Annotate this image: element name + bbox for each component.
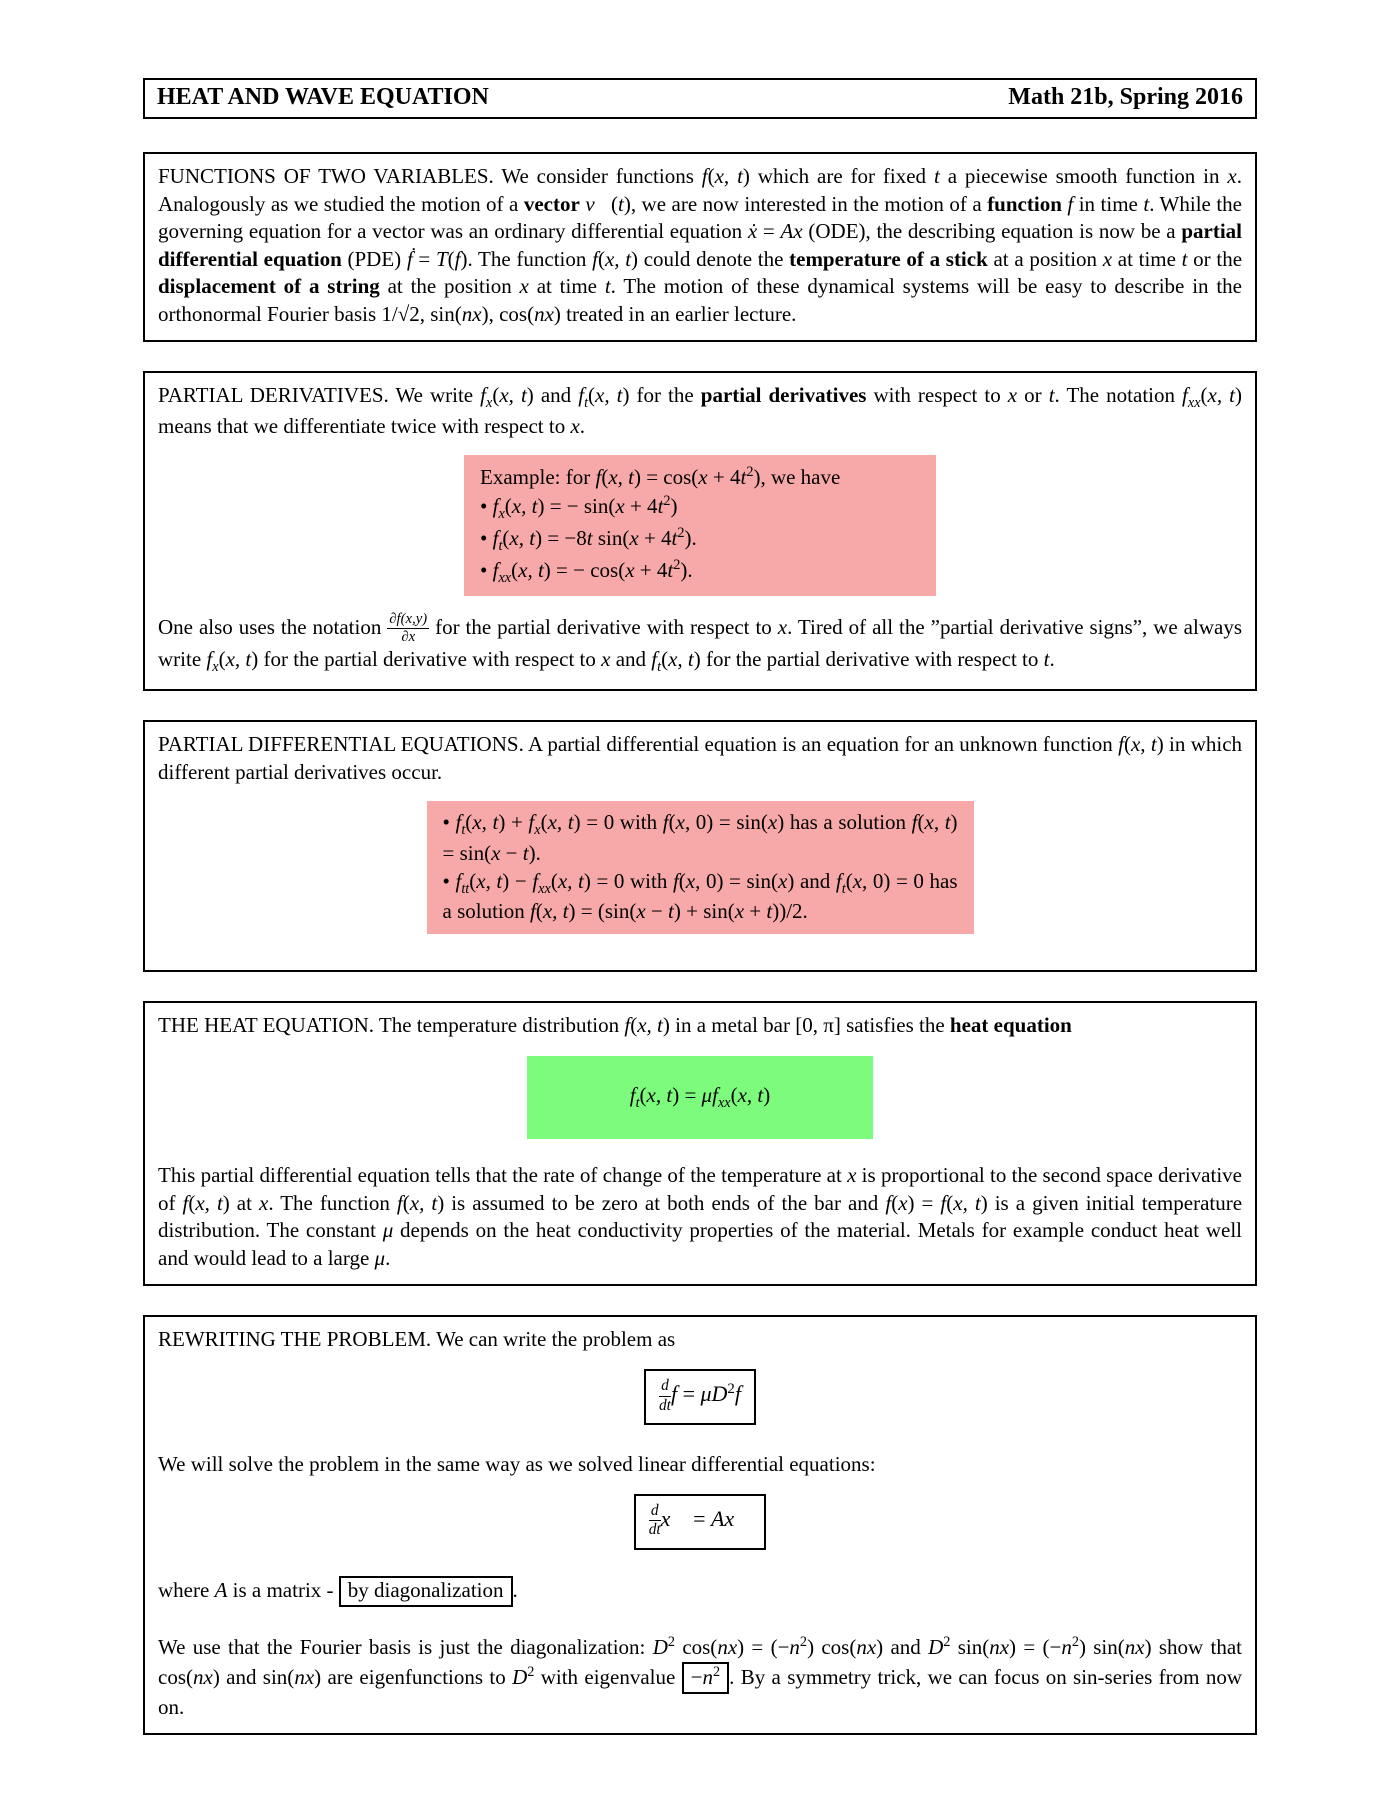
section-partial-derivatives (143, 371, 1257, 691)
heat-equation-formula: $f_t(x$, $t) = \mu f_{xx}(x$, t) (629, 1083, 771, 1112)
rewriting-mid: We will solve the problem in the same way as we solved linear differential equations: (158, 1452, 876, 1477)
example-item: • $f_x(x$, t) = − $\sin(x + 4t^2)$ (480, 492, 678, 523)
heat-body: This partial differential equation tells that the rate of change of the temperature at x is proportional to the second space derivative of f(x, t) at x. The function f(x, t) is assumed to be zero at both ends of the bar and f(x) = f(x, t) is a given initial temperature distribution. The constant μ depends on the heat conductivity properties of the material. Metals for example conduct heat well and would lead to a large μ. (158, 1163, 1243, 1270)
document-title: HEAT AND WAVE EQUATION (157, 84, 489, 110)
rewriting-intro: We can write the problem as (436, 1327, 676, 1352)
formula-line-2 (158, 1494, 1242, 1550)
partial-derivatives-outro: One also uses the notation $\frac{\partial f(x,y)}{\partial x}$ for the partial derivative with respect to x. Tired of all the ”partial derivative signs”, we always write $f_x(x$, t) for the partial derivative with respect to x and $f_t(x$, t) for the partial derivative with respect to t. (158, 610, 1242, 676)
formula-line-1 (158, 1369, 1242, 1425)
pdes-paragraph (158, 731, 1242, 786)
functions-paragraph (158, 163, 1242, 328)
section-functions-of-two-variables (143, 152, 1257, 342)
pdes-heading: PARTIAL DIFFERENTIAL EQUATIONS. (158, 732, 524, 757)
functions-body: We consider functions f(x, t) which are for fixed t a piecewise smooth function in x. Analogously as we studied the motion of a vector v⃗(t), we are now interested in the motion of a function f in time t. While the governing equation for a vector was an ordinary differential equation ẋ = Ax (ODE), the describing equation is now be a partial differential equation (PDE) ḟ = T(f). The function f(x, t) could denote the temperature of a stick at a position x at time t or the displacement of a string at the position x at time t. The motion of these dynamical systems will be easy to describe in the orthonormal Fourier basis 1/√2, sin(nx), cos(nx) treated in an earlier lecture. (158, 164, 1243, 326)
heat-equation-highlight (527, 1056, 873, 1139)
example-item: • $f_{xx}(x$, t) = − $\cos(x + 4t^2)$. (480, 556, 693, 586)
rewriting-where-line: where A is a matrix - by diagonalization . (158, 1576, 1242, 1607)
pdes-example-box (427, 801, 974, 934)
example-title: Example: for f(x, $t) = \cos(x + 4t^2)$, we have (480, 464, 841, 490)
rewriting-heading: REWRITING THE PROBLEM. (158, 1327, 432, 1352)
section-heat-equation (143, 1001, 1257, 1286)
partial-derivatives-paragraph (158, 382, 1242, 440)
section-partial-differential-equations (143, 720, 1257, 972)
course-label: Math 21b, Spring 2016 (1008, 84, 1243, 110)
formula-ddt-f: $\frac{d}{dt}$ $f = \mu D^2f$ (644, 1369, 756, 1425)
formula-ddt-x: $\frac{d}{dt}$ x⃗ = Ax⃗ (634, 1494, 767, 1550)
partial-derivatives-heading: PARTIAL DERIVATIVES. (158, 383, 389, 407)
pdes-intro: A partial differential equation is an equation for an unknown function f(x, t) in which different partial derivatives occur. (158, 732, 1243, 784)
heat-intro: The temperature distribution f(x, t) in a metal bar [0, π] satisfies the heat equation (378, 1012, 1072, 1037)
heat-paragraph (158, 1012, 1242, 1040)
example-item: • $f_t(x$, t) = −8t $\sin(x + 4t^2)$. (480, 524, 697, 554)
derivatives-example-box (464, 455, 936, 595)
pdes-example-item: • $f_t(x$, $t) + f_x(x$, t) = 0 with f(x, 0) = sin(x) has a solution f(x, t) = sin(x − t). (442, 810, 958, 866)
functions-heading: FUNCTIONS OF TWO VARIABLES. (158, 164, 494, 188)
heat-heading: THE HEAT EQUATION. (158, 1012, 374, 1037)
section-rewriting-the-problem (143, 1315, 1257, 1735)
rewriting-body: We use that the Fourier basis is just the diagonalization: $D^2$ $\cos(nx) = (-n^2)$ cos(nx) and $D^2$ $\sin(nx) = (-n^2)$ sin(nx) show that cos(nx) and sin(nx) are eigenfunctions to $D^2$ with eigenvalue $-n^2$ . By a symmetry trick, we can focus on sin-series from now on. (158, 1634, 1243, 1719)
pdes-example-item: • $f_{tt}(x$, $t) - f_{xx}(x$, t) = 0 with f(x, 0) = sin(x) and $f_t(x$, 0) = 0 has a solution f(x, t) = (sin(x − t) + sin(x + t))/2. (442, 868, 958, 924)
rewriting-paragraph (158, 1326, 1242, 1354)
partial-derivatives-intro: We write $f_x(x$, t) and $f_t(x$, t) for the partial derivatives with respect to x or t. The notation $f_{xx}(x$, t) means that we differentiate twice with respect to x. (158, 383, 1242, 438)
document-header (143, 78, 1257, 119)
